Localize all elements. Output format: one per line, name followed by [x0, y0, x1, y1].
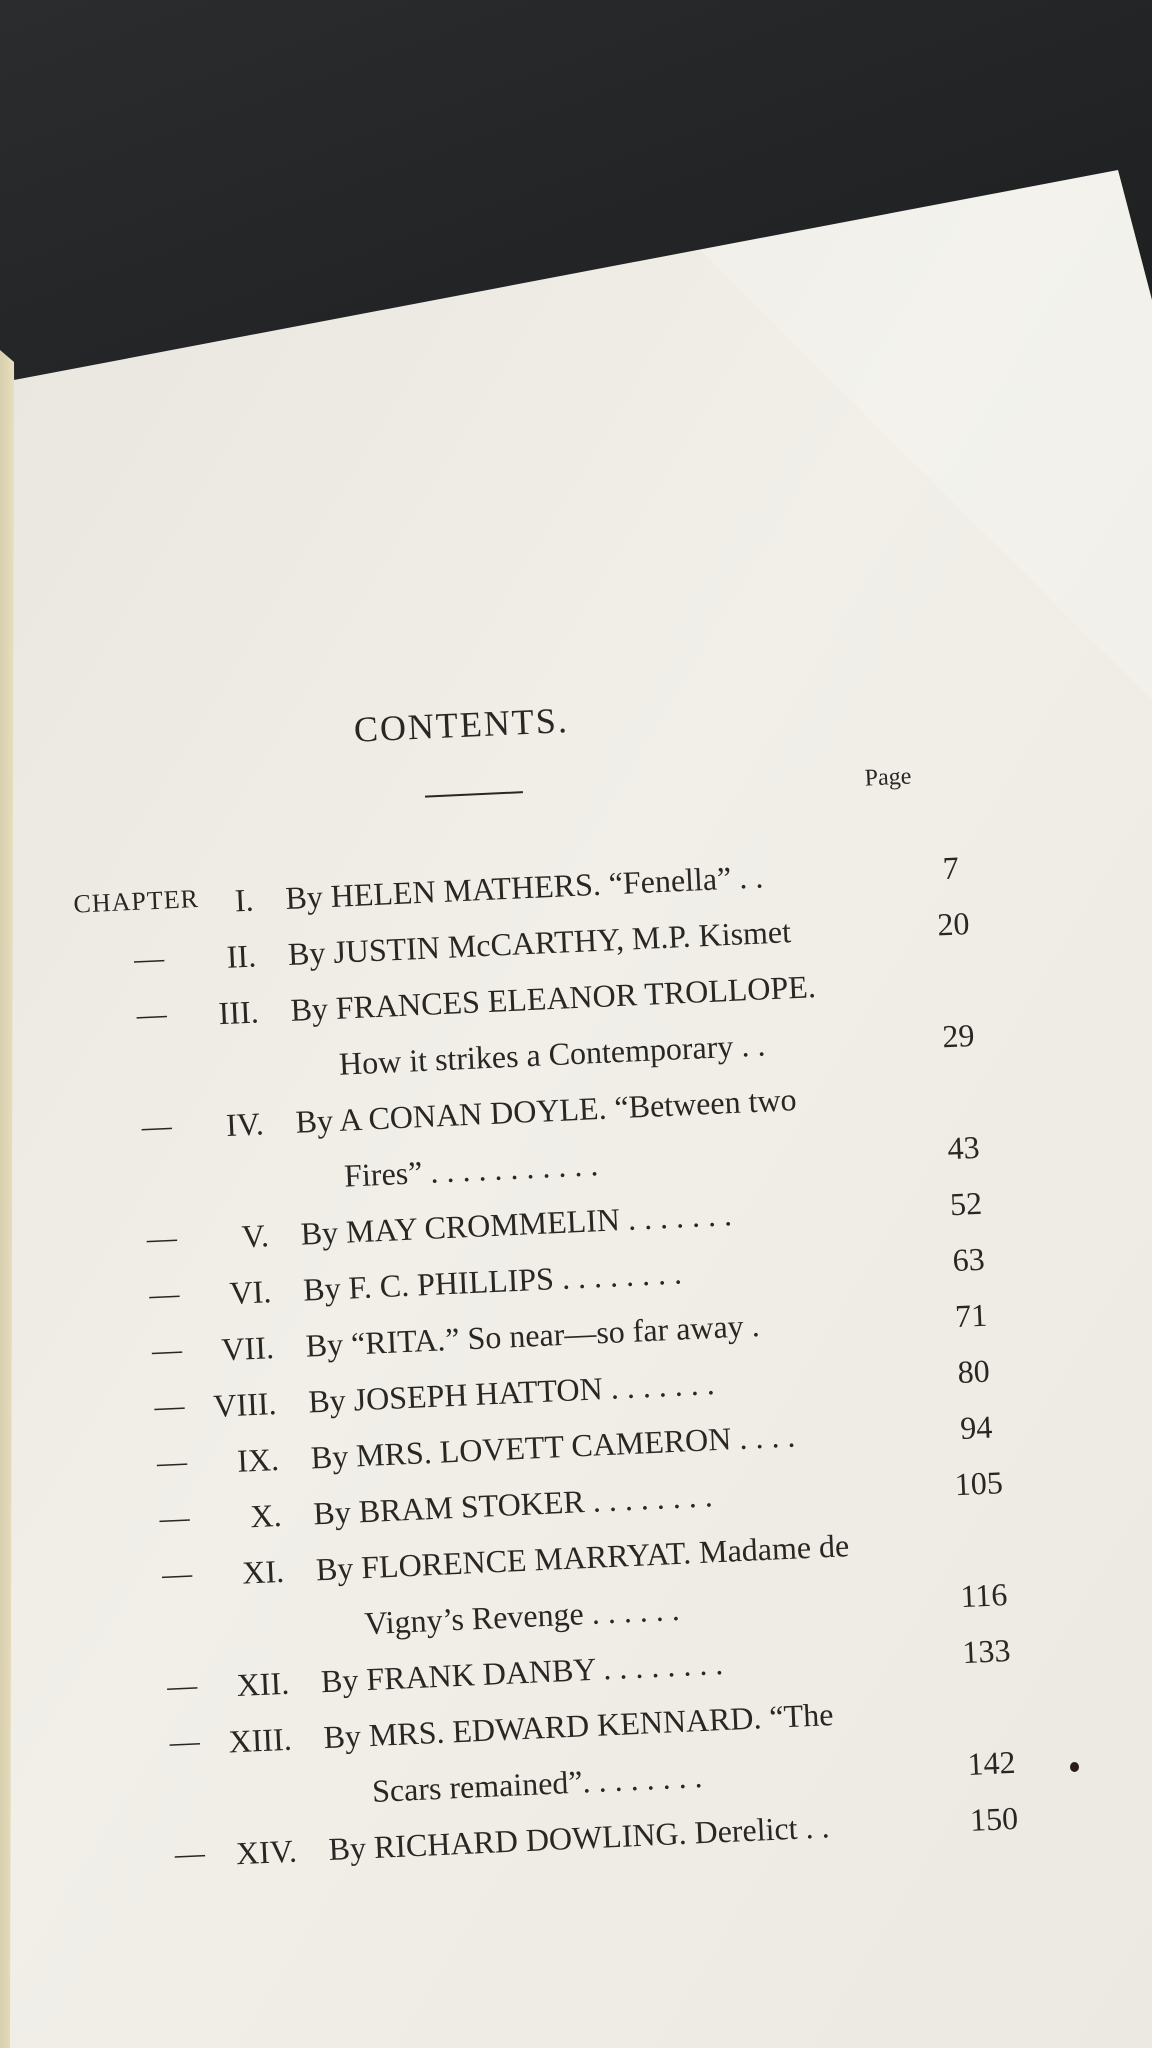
page-number: 142 — [966, 1743, 1017, 1782]
chapter-numeral: I. — [234, 881, 255, 919]
page-number: 43 — [946, 1128, 981, 1167]
chapter-title: By RICHARD DOWLING. Derelict . . — [327, 1808, 831, 1868]
chapter-numeral: X. — [249, 1496, 283, 1535]
ditto-dash: — — [148, 1277, 182, 1312]
chapter-numeral: II. — [225, 937, 257, 975]
chapter-title: By JOSEPH HATTON . . . . . . . — [307, 1365, 716, 1420]
page-number: 94 — [959, 1408, 994, 1446]
page-number: 105 — [953, 1464, 1004, 1503]
ditto-dash: — — [168, 1724, 202, 1760]
ditto-dash: — — [158, 1501, 192, 1536]
chapter-title: By FRANCES ELEANOR TROLLOPE. — [289, 968, 817, 1028]
chapter-title: By JUSTIN McCARTHY, M.P. Kismet — [287, 913, 792, 972]
ditto-dash: — — [146, 1221, 179, 1256]
ditto-dash: — — [174, 1836, 207, 1872]
chapter-title-continued: Scars remained”. . . . . . . . — [371, 1758, 704, 1810]
chapter-title: By A CONAN DOYLE. “Between two — [294, 1081, 798, 1140]
chapter-title: By “RITA.” So near—so far away . — [304, 1306, 761, 1364]
heading-rule — [425, 791, 523, 797]
page-number: 71 — [954, 1296, 988, 1335]
ditto-dash: — — [140, 1109, 174, 1144]
chapter-numeral: XII. — [235, 1664, 290, 1704]
chapter-title: By MRS. LOVETT CAMERON . . . . — [310, 1417, 796, 1476]
page-number: 133 — [961, 1631, 1012, 1671]
chapter-title: By BRAM STOKER . . . . . . . . — [312, 1477, 714, 1532]
chapter-label: CHAPTER — [72, 883, 200, 919]
chapter-numeral: IV. — [225, 1105, 265, 1143]
page-number: 116 — [959, 1576, 1009, 1615]
page-number: 20 — [936, 905, 971, 943]
page-number: 29 — [941, 1016, 976, 1055]
chapter-title: By FRANK DANBY . . . . . . . . — [320, 1644, 724, 1700]
ditto-dash: — — [166, 1668, 199, 1704]
chapter-title-continued: How it strikes a Contemporary . . — [338, 1026, 767, 1082]
chapter-title: By HELEN MATHERS. “Fenella” . . — [284, 858, 764, 917]
ditto-dash: — — [153, 1389, 187, 1424]
chapter-title: By FLORENCE MARRYAT. Madame de — [315, 1527, 850, 1588]
chapter-numeral: XI. — [241, 1552, 285, 1591]
chapter-numeral: V. — [240, 1217, 270, 1255]
chapter-numeral: XIV. — [235, 1832, 298, 1872]
chapter-title: By F. C. PHILLIPS . . . . . . . . — [302, 1254, 683, 1308]
ditto-dash: — — [156, 1445, 189, 1480]
chapter-title: By MAY CROMMELIN . . . . . . . — [299, 1196, 733, 1252]
ditto-dash: — — [135, 997, 169, 1032]
chapter-numeral: VIII. — [212, 1384, 278, 1424]
chapter-numeral: VII. — [220, 1329, 275, 1368]
ditto-dash: — — [133, 941, 166, 976]
chapter-title-continued: Vigny’s Revenge . . . . . . — [363, 1590, 681, 1642]
page-number: 63 — [951, 1240, 986, 1279]
ditto-dash: — — [161, 1556, 194, 1592]
contents-heading: CONTENTS. — [353, 700, 570, 750]
ink-speck — [1070, 1762, 1079, 1772]
chapter-numeral: III. — [217, 993, 260, 1032]
chapter-numeral: IX. — [236, 1440, 280, 1479]
chapter-numeral: VI. — [228, 1273, 273, 1311]
chapter-title-continued: Fires” . . . . . . . . . . . — [343, 1146, 599, 1194]
page-number: 7 — [941, 849, 960, 887]
page-number: 150 — [969, 1799, 1019, 1838]
chapter-title: By MRS. EDWARD KENNARD. “The — [322, 1696, 835, 1756]
ditto-dash: — — [151, 1333, 184, 1368]
page-number: 52 — [949, 1184, 983, 1223]
page-number: 80 — [956, 1352, 991, 1391]
chapter-numeral: XIII. — [227, 1720, 293, 1760]
page-column-label: Page — [864, 763, 912, 792]
